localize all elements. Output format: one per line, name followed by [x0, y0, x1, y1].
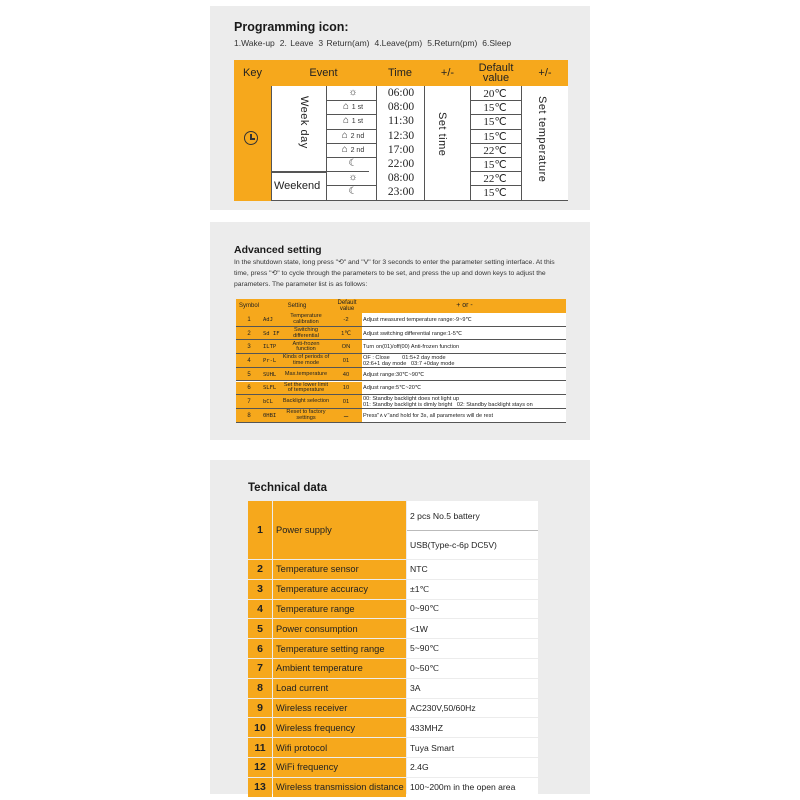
- tech-number: 12: [248, 758, 272, 777]
- parameter-row: [236, 354, 566, 368]
- tech-value: [407, 778, 538, 797]
- legend-item: 1.Wake-up: [234, 38, 275, 48]
- schedule-row: [330, 144, 561, 158]
- schedule-row: [330, 101, 561, 115]
- default-value: 22℃: [483, 173, 507, 186]
- event-icon: [330, 101, 376, 112]
- tech-label: Temperature range: [273, 600, 406, 619]
- legend-item: 2. Leave: [279, 38, 314, 48]
- parameter-description-text: Adjust range:5℃~20℃: [363, 385, 422, 392]
- tech-label: Temperature sensor: [273, 560, 406, 579]
- parameter-description: [363, 409, 565, 423]
- tech-value-line: 0~50℃: [410, 662, 440, 673]
- tech-number: 4: [248, 600, 272, 619]
- parameter-default: 10: [342, 385, 350, 392]
- tech-value-line: 100~200m in the open area: [410, 782, 516, 793]
- default-value: 15℃: [483, 116, 507, 129]
- parameter-default: -2: [343, 316, 349, 323]
- parameter-description: [363, 368, 565, 382]
- weekday-label: Week day: [298, 96, 310, 149]
- parameter-default: 01: [342, 357, 350, 364]
- parameter-setting: Switching differential: [293, 327, 319, 339]
- parameter-description-text: Adjust range:30℃~90℃: [363, 371, 425, 378]
- parameter-description: [363, 382, 565, 396]
- tech-number: 13: [248, 778, 272, 797]
- tech-row: [248, 718, 538, 737]
- advanced-intro: In the shutdown state, long press "⟲" and "V" for 3 seconds to enter the parameter setting interface. At this time, press "⟲" to cycle through the parameters to be set, and press the up and down keys to adjust the parameters. The parameter list is as follows:: [234, 259, 555, 288]
- tech-number: 11: [248, 738, 272, 757]
- schedule-row: [330, 158, 561, 172]
- parameter-description: [363, 340, 565, 354]
- technical-data-panel: [210, 460, 590, 794]
- header-time: Time: [387, 67, 413, 79]
- parameter-symbol: bCL: [263, 399, 273, 406]
- tech-number: 6: [248, 639, 272, 658]
- period-tag: 1 st: [351, 104, 364, 112]
- header-event: Event: [309, 67, 338, 79]
- advanced-setting-panel: [210, 222, 590, 440]
- legend-item: 5.Return(pm): [427, 38, 478, 48]
- parameter-default: ⚊: [343, 412, 349, 419]
- tech-value-line: AC230V,50/60Hz: [410, 702, 476, 713]
- tech-label: Power supply: [273, 501, 406, 559]
- tech-value: [407, 679, 538, 698]
- tech-value-line: ±1℃: [410, 583, 430, 594]
- event-divider: [326, 86, 327, 201]
- default-value: 22℃: [483, 144, 507, 157]
- tech-number: 3: [248, 580, 272, 599]
- parameter-row: [236, 382, 566, 396]
- default-value: 15℃: [483, 130, 507, 143]
- legend-item: 3 Return(am): [318, 38, 370, 48]
- tech-row: [248, 600, 538, 619]
- moon-icon: ☾: [348, 186, 358, 198]
- parameter-table: [236, 299, 566, 423]
- tech-number: 9: [248, 699, 272, 718]
- parameter-row: [236, 340, 566, 354]
- moon-icon: ☾: [348, 158, 358, 169]
- tech-number: 2: [248, 560, 272, 579]
- event-icon: [330, 87, 376, 98]
- parameter-description-text: Press"∧∨"and hold for 3s, all parameters will de rest: [363, 412, 493, 419]
- event-icon: [330, 186, 376, 197]
- parameter-row: [236, 327, 566, 341]
- parameter-symbol: Sd IF: [263, 330, 280, 337]
- header-setting: Setting: [287, 303, 307, 309]
- programming-title: Programming icon:: [234, 20, 349, 34]
- parameter-setting: Max.temperature: [284, 370, 328, 377]
- tech-value: [407, 560, 538, 579]
- tech-value: [407, 619, 538, 638]
- schedule-row: [330, 115, 561, 129]
- event-icon: [330, 130, 376, 141]
- parameter-setting: Backlight selection: [282, 398, 330, 405]
- parameter-symbol: ILTP: [263, 344, 277, 351]
- tech-row: [248, 501, 538, 559]
- key-column: [234, 86, 271, 201]
- tech-row: [248, 738, 538, 757]
- clock-icon: [244, 131, 258, 145]
- weekend-label: Weekend: [274, 180, 321, 192]
- programming-legend: [234, 38, 516, 48]
- tech-value: [407, 699, 538, 718]
- tech-row: [248, 580, 538, 599]
- header-plus-minus-1: +/-: [440, 67, 455, 79]
- tech-value-line: 2 pcs No.5 battery: [410, 510, 480, 521]
- tech-row: [248, 699, 538, 718]
- tech-row: [248, 619, 538, 638]
- house-icon: ⌂: [342, 101, 349, 113]
- tech-value: [407, 659, 538, 678]
- period-tag: 1 st: [351, 118, 364, 126]
- parameter-setting: Anti-frozen function: [292, 340, 320, 353]
- tech-label: Temperature accuracy: [273, 580, 406, 599]
- tech-label: Temperature setting range: [273, 639, 406, 658]
- time-value: 06:00: [387, 87, 415, 99]
- legend-item: 4.Leave(pm): [374, 38, 423, 48]
- default-value: 15℃: [483, 102, 507, 115]
- house-icon: ⌂: [341, 129, 348, 141]
- parameter-setting: Set the lower limit of temperature: [283, 381, 329, 394]
- tech-label: Wireless transmission distance: [273, 778, 406, 797]
- tech-value-line: USB(Type-c-6p DC5V): [410, 539, 497, 550]
- parameter-default: 01: [342, 399, 350, 406]
- tech-label: Ambient temperature: [273, 659, 406, 678]
- set-time-label: Set time: [436, 112, 448, 157]
- sun-icon: ☼: [348, 172, 358, 184]
- header-key: Key: [243, 67, 262, 79]
- parameter-symbol: 0HBI: [263, 412, 277, 419]
- cell-divider: [407, 530, 538, 531]
- house-icon: ⌂: [341, 143, 348, 155]
- schedule-row: [330, 172, 561, 186]
- parameter-default: 1℃: [341, 330, 351, 337]
- tech-value-line: 433MHZ: [410, 722, 443, 733]
- parameter-number: 2: [247, 330, 251, 337]
- parameter-number: 5: [247, 371, 251, 378]
- parameter-description: [363, 395, 565, 409]
- tech-value-line: <1W: [410, 623, 428, 634]
- programming-panel: [210, 6, 590, 210]
- period-tag: 2 nd: [350, 132, 365, 140]
- advanced-title: Advanced setting: [234, 244, 322, 256]
- tech-row: [248, 679, 538, 698]
- event-icon: [330, 115, 376, 126]
- tech-value: [407, 718, 538, 737]
- parameter-number: 6: [247, 385, 251, 392]
- time-value: 23:00: [387, 186, 415, 199]
- event-icon: [330, 144, 376, 155]
- tech-row: [248, 758, 538, 777]
- tech-label: Power consumption: [273, 619, 406, 638]
- schedule-row: [330, 87, 561, 101]
- tech-value-line: 0~90℃: [410, 603, 440, 614]
- default-value: 15℃: [483, 187, 507, 200]
- parameter-number: 4: [247, 357, 251, 364]
- sun-icon: ☼: [348, 87, 358, 98]
- tech-value: [407, 600, 538, 619]
- parameter-row: [236, 313, 566, 327]
- tech-number: 5: [248, 619, 272, 638]
- time-value: 22:00: [387, 158, 415, 170]
- time-value: 08:00: [387, 172, 415, 185]
- parameter-setting: Kinds of periods of time mode: [282, 354, 330, 366]
- parameter-description-text: 00: Standby backlight does not light up 01: Standby backlight is dimly bright 02: Standby backlight stays on: [363, 396, 533, 409]
- programming-table: [234, 60, 568, 205]
- tech-value: [407, 738, 538, 757]
- parameter-description-text: Adjust switching differential range:1-5℃: [363, 330, 463, 337]
- default-value: 20℃: [483, 88, 507, 100]
- event-icon: [330, 158, 376, 169]
- parameter-number: 8: [247, 412, 251, 419]
- schedule-row: [330, 130, 561, 144]
- tech-number: 7: [248, 659, 272, 678]
- parameter-description: [363, 327, 565, 341]
- legend-item: 6.Sleep: [482, 38, 512, 48]
- default-value: 15℃: [483, 159, 507, 171]
- tech-number: 1: [248, 501, 272, 559]
- parameter-default: 40: [342, 371, 350, 378]
- parameter-description: [363, 313, 565, 327]
- parameter-number: 1: [247, 316, 251, 323]
- tech-row: [248, 639, 538, 658]
- technical-table: [248, 501, 538, 794]
- schedule-row: [330, 186, 561, 200]
- parameter-symbol: SLFL: [263, 385, 277, 392]
- header-default-value: Default value: [478, 62, 514, 84]
- parameter-setting: Reset to factory settings: [286, 409, 326, 421]
- header-plus-minus-2: +/-: [538, 67, 552, 79]
- tech-row: [248, 560, 538, 579]
- tech-value: [407, 639, 538, 658]
- parameter-row: [236, 409, 566, 423]
- tech-value: [407, 580, 538, 599]
- header-default: Default value: [337, 300, 357, 312]
- parameter-symbol: SUHL: [263, 371, 277, 378]
- header-plus-minus: + or -: [456, 302, 473, 309]
- tech-value-line: Tuya Smart: [410, 742, 455, 753]
- tech-value-line: 5~90℃: [410, 643, 440, 654]
- time-value: 08:00: [387, 101, 415, 114]
- parameter-number: 7: [247, 399, 251, 406]
- tech-label: Wireless receiver: [273, 699, 406, 718]
- time-value: 17:00: [387, 143, 415, 156]
- time-value: 12:30: [387, 129, 415, 142]
- parameter-row: [236, 395, 566, 409]
- parameter-setting: Temperature calibration: [290, 313, 322, 325]
- tech-label: Wireless frequency: [273, 718, 406, 737]
- house-icon: ⌂: [342, 115, 349, 127]
- parameter-description-text: Adjust measured temperature range:-9~9℃: [363, 316, 472, 323]
- parameter-description-text: OF : Close 01:5+2 day mode 02:6+1 day mode 03:7 +0day mode: [363, 354, 455, 367]
- parameter-default: ON: [341, 344, 351, 351]
- tech-value-line: 2.4G: [410, 762, 429, 773]
- tech-row: [248, 778, 538, 797]
- tech-number: 10: [248, 718, 272, 737]
- header-symbol: Symbol: [238, 303, 259, 309]
- row-divider: [236, 422, 566, 423]
- parameter-description-text: Turn on(01)/off(00) Anti-frozen function: [363, 344, 460, 351]
- technical-title: Technical data: [248, 482, 328, 494]
- parameter-number: 3: [247, 344, 251, 351]
- time-value: 11:30: [388, 115, 414, 128]
- tech-number: 8: [248, 679, 272, 698]
- tech-value-line: NTC: [410, 564, 428, 575]
- tech-label: Wifi protocol: [273, 738, 406, 757]
- tech-label: Load current: [273, 679, 406, 698]
- tech-value: [407, 758, 538, 777]
- tech-label: WiFi frequency: [273, 758, 406, 777]
- parameter-row: [236, 368, 566, 382]
- tech-value-line: 3A: [410, 683, 421, 694]
- parameter-description: [363, 354, 565, 368]
- set-temperature-label: Set temperature: [536, 96, 548, 183]
- event-icon: [330, 172, 376, 183]
- parameter-symbol: Pr-L: [263, 357, 277, 364]
- period-tag: 2 nd: [350, 146, 365, 154]
- parameter-symbol: AdJ: [263, 316, 273, 323]
- tech-row: [248, 659, 538, 678]
